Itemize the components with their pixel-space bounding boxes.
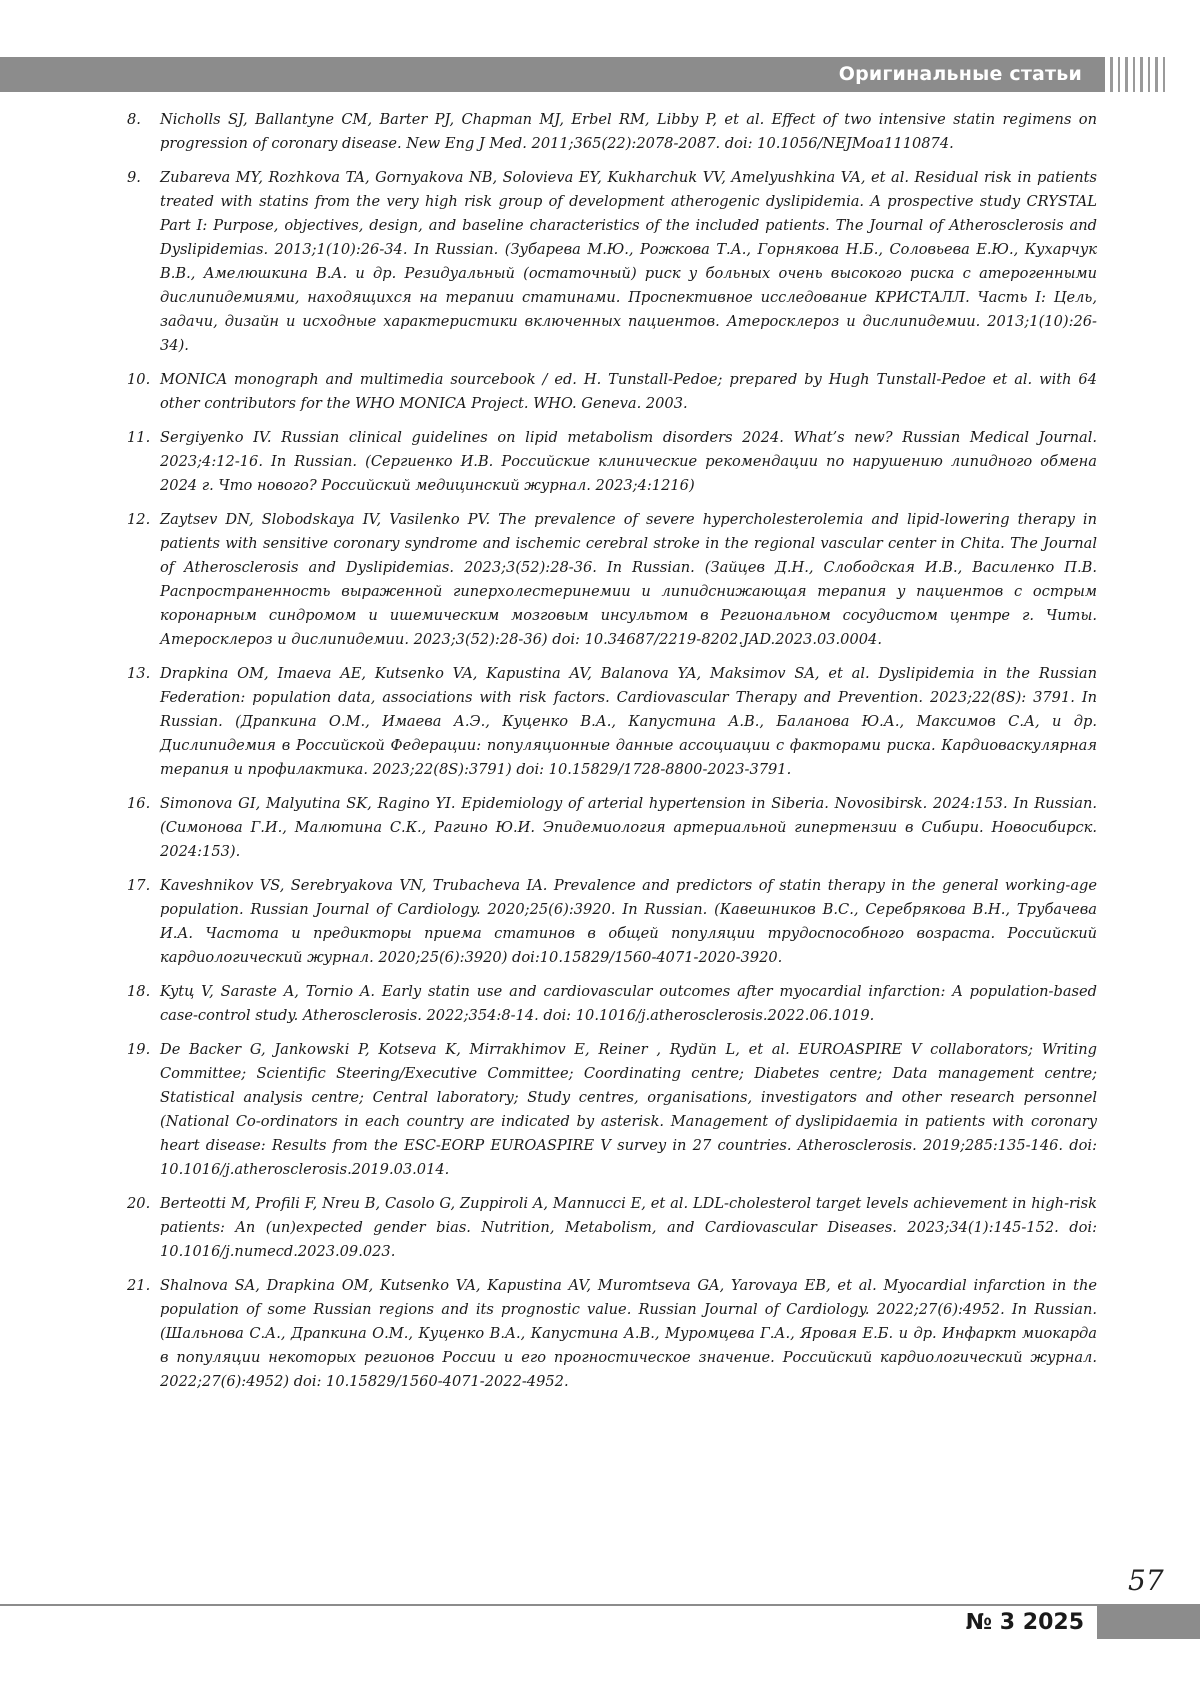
header-stripes-decoration bbox=[1110, 57, 1170, 92]
reference-number: 20. bbox=[127, 1192, 157, 1216]
reference-text: Sergiyenko IV. Russian clinical guidelines on lipid metabolism disorders 2024. What’s new? Russian Medical Journal. 2023;4:12-16. In Russian. (Сергиенко И.В. Российские клинические рекомендации по нарушению липидного обмена 2024 г. Что нового? Российский медицинский журнал. 2023;4:1216) bbox=[160, 429, 1097, 494]
reference-item bbox=[127, 662, 1097, 782]
reference-number: 21. bbox=[127, 1274, 157, 1298]
reference-number: 8. bbox=[127, 108, 157, 132]
reference-number: 19. bbox=[127, 1038, 157, 1062]
reference-text: Nicholls SJ, Ballantyne CM, Barter PJ, Chapman MJ, Erbel RM, Libby P, et al. Effect of two intensive statin regimens on progression of coronary disease. New Eng J Med. 2011;365(22):2078-2087. doi: 10.1056/NEJMoa1110874. bbox=[160, 111, 1097, 152]
reference-item bbox=[127, 508, 1097, 652]
reference-number: 9. bbox=[127, 166, 157, 190]
reference-text: Kytц V, Saraste A, Tornio A. Early statin use and cardiovascular outcomes after myocardial infarction: A population-based case-control study. Atherosclerosis. 2022;354:8-14. doi: 10.1016/j.atherosclerosis.2022.06.1019. bbox=[160, 983, 1097, 1024]
reference-number: 12. bbox=[127, 508, 157, 532]
reference-item bbox=[127, 1274, 1097, 1394]
footer-bar bbox=[1097, 1604, 1200, 1639]
reference-item bbox=[127, 1038, 1097, 1182]
reference-number: 11. bbox=[127, 426, 157, 450]
reference-text: De Backer G, Jankowski P, Kotseva K, Mirrakhimov E, Reiner , Rydйn L, et al. EUROASPIRE V collaborators; Writing Committee; Scientific Steering/Executive Committee; Coordinating centre; Diabetes centre; Data management centre; Statistical analysis centre; Central laboratory; Study centres, organisations, investigators and other research personnel (National Co-ordinators in each country are indicated by asterisk. Management of dyslipidaemia in patients with coronary heart disease: Results from the ESC-EORP EUROASPIRE V survey in 27 countries. Atherosclerosis. 2019;285:135-146. doi: 10.1016/j.atherosclerosis.2019.03.014. bbox=[160, 1041, 1097, 1178]
reference-item bbox=[127, 874, 1097, 970]
reference-number: 10. bbox=[127, 368, 157, 392]
reference-list bbox=[127, 108, 1097, 1404]
reference-item bbox=[127, 426, 1097, 498]
reference-text: MONICA monograph and multimedia sourcebook / ed. H. Tunstall-Pedoe; prepared by Hugh Tunstall-Pedoe et al. with 64 other contributors for the WHO MONICA Project. WHO. Geneva. 2003. bbox=[160, 371, 1097, 412]
reference-text: Drapkina OM, Imaeva AE, Kutsenko VA, Kapustina AV, Balanova YA, Maksimov SA, et al. Dyslipidemia in the Russian Federation: population data, associations with risk factors. Cardiovascular Therapy and Prevention. 2023;22(8S): 3791. In Russian. (Драпкина О.М., Имаева А.Э., Куценко В.А., Капустина А.В., Баланова Ю.А., Максимов С.А, и др. Дислипидемия в Российской Федерации: популяционные данные ассоциации с факторами риска. Кардиоваскулярная терапия и профилактика. 2023;22(8S):3791) doi: 10.15829/1728-8800-2023-3791. bbox=[160, 665, 1097, 778]
reference-item bbox=[127, 166, 1097, 358]
issue-label: № 3 2025 bbox=[966, 1607, 1084, 1639]
reference-number: 17. bbox=[127, 874, 157, 898]
reference-text: Zaytsev DN, Slobodskaya IV, Vasilenko PV. The prevalence of severe hypercholesterolemia and lipid-lowering therapy in patients with sensitive coronary syndrome and ischemic cerebral stroke in the regional vascular center in Chita. The Journal of Atherosclerosis and Dyslipidemias. 2023;3(52):28-36. In Russian. (Зайцев Д.Н., Слободская И.В., Василенко П.В. Распространенность выраженной гиперхолестеринемии и липидснижающая терапия у пациентов с острым коронарным синдромом и ишемическим мозговым инсультом в Региональном сосудистом центре г. Читы. Атеросклероз и дислипидемии. 2023;3(52):28-36) doi: 10.34687/2219-8202.JAD.2023.03.0004. bbox=[160, 511, 1097, 648]
reference-text: Kaveshnikov VS, Serebryakova VN, Trubacheva IA. Prevalence and predictors of statin therapy in the general working-age population. Russian Journal of Cardiology. 2020;25(6):3920. In Russian. (Кавешников В.С., Серебрякова В.Н., Трубачева И.А. Частота и предикторы приема статинов в общей популяции трудоспособного возраста. Российский кардиологический журнал. 2020;25(6):3920) doi:10.15829/1560-4071-2020-3920. bbox=[160, 877, 1097, 966]
reference-item bbox=[127, 980, 1097, 1028]
reference-number: 16. bbox=[127, 792, 157, 816]
reference-number: 13. bbox=[127, 662, 157, 686]
page-number: 57 bbox=[1128, 1564, 1164, 1597]
reference-text: Simonova GI, Malyutina SK, Ragino YI. Epidemiology of arterial hypertension in Siberia. Novosibirsk. 2024:153. In Russian. (Симонова Г.И., Малютина С.К., Рагино Ю.И. Эпидемиология артериальной гипертензии в Сибири. Новосибирск. 2024:153). bbox=[160, 795, 1097, 860]
reference-item bbox=[127, 108, 1097, 156]
reference-item bbox=[127, 1192, 1097, 1264]
reference-text: Shalnova SA, Drapkina OM, Kutsenko VA, Kapustina AV, Muromtseva GA, Yarovaya EB, et al. Myocardial infarction in the population of some Russian regions and its prognostic value. Russian Journal of Cardiology. 2022;27(6):4952. In Russian. (Шальнова С.А., Драпкина О.М., Куценко В.А., Капустина А.В., Муромцева Г.А., Яровая Е.Б. и др. Инфаркт миокарда в популяции некоторых регионов России и его прогностическое значение. Российский кардиологический журнал. 2022;27(6):4952) doi: 10.15829/1560-4071-2022-4952. bbox=[160, 1277, 1097, 1390]
footer-rule bbox=[0, 1604, 1200, 1606]
reference-item bbox=[127, 792, 1097, 864]
reference-item bbox=[127, 368, 1097, 416]
reference-text: Berteotti M, Profili F, Nreu B, Casolo G, Zuppiroli A, Mannucci E, et al. LDL-cholesterol target levels achievement in high-risk patients: An (un)expected gender bias. Nutrition, Metabolism, and Cardiovascular Diseases. 2023;34(1):145-152. doi: 10.1016/j.numecd.2023.09.023. bbox=[160, 1195, 1097, 1260]
section-title: Оригинальные статьи bbox=[839, 57, 1082, 92]
reference-text: Zubareva MY, Rozhkova TA, Gornyakova NB, Solovieva EY, Kukharchuk VV, Amelyushkina VA, et al. Residual risk in patients treated with statins from the very high risk group of development atherogenic dyslipidemia. A prospective study CRYSTAL Part I: Purpose, objectives, design, and baseline characteristics of the included patients. The Journal of Atherosclerosis and Dyslipidemias. 2013;1(10):26-34. In Russian. (Зубарева М.Ю., Рожкова Т.А., Горнякова Н.Б., Соловьева Е.Ю., Кухарчук В.В., Амелюшкина В.А. и др. Резидуальный (остаточный) риск у больных очень высокого риска с атерогенными дислипидемиями, находящихся на терапии статинами. Проспективное исследование КРИСТАЛЛ. Часть I: Цель, задачи, дизайн и исходные характеристики включенных пациентов. Атеросклероз и дислипидемии. 2013;1(10):26-34). bbox=[160, 169, 1097, 354]
reference-number: 18. bbox=[127, 980, 157, 1004]
